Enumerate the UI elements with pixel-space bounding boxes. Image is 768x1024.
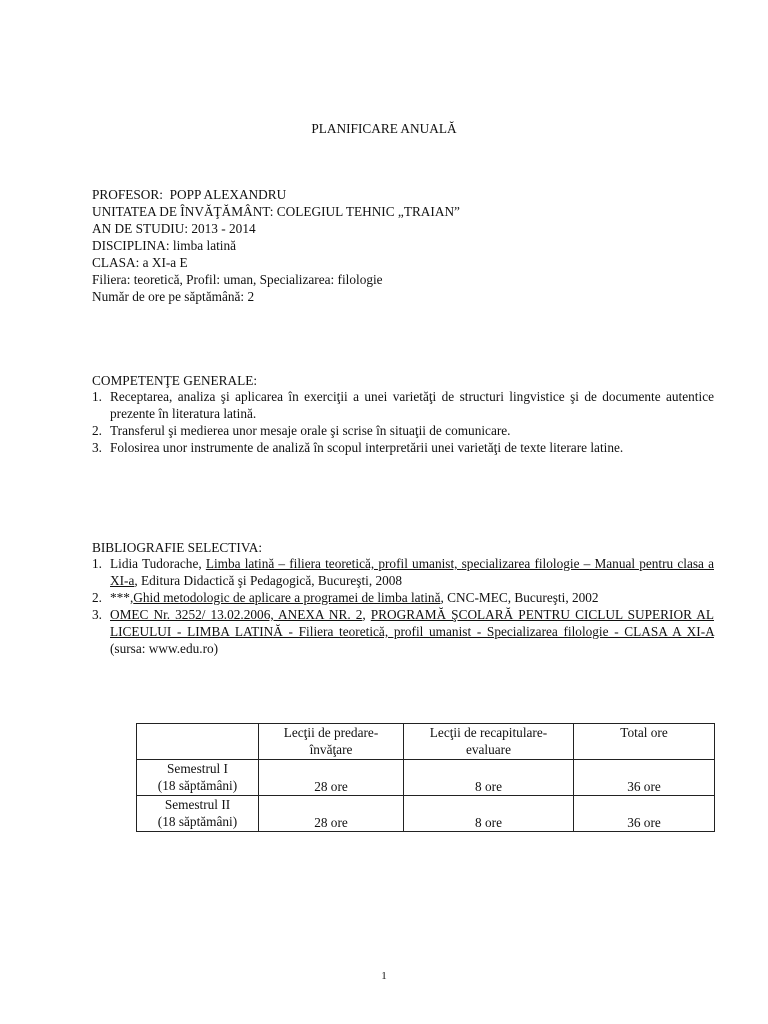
header-line — [92, 271, 383, 288]
bibliography-text: , — [362, 607, 371, 622]
semester-label-cell — [137, 796, 259, 832]
header-value: teoretică, Profil: uman, Specializarea: filologie — [133, 272, 383, 287]
table-header-cell: Lecţii de predare-învăţare — [259, 724, 404, 760]
table-row — [137, 796, 715, 832]
header-value: a XI-a E — [142, 255, 188, 270]
bibliography-text: , CNC-MEC, Bucureşti, 2002 — [440, 590, 599, 605]
semester-weeks: (18 săptămâni) — [157, 814, 238, 829]
page-number: 1 — [381, 970, 387, 982]
bibliography-title: Ghid metodologic de aplicare a programei de limba latină — [133, 590, 441, 605]
header-label: AN DE STUDIU: — [92, 221, 189, 236]
bibliography-text: (sursa: www.edu.ro) — [110, 641, 219, 656]
list-number: 3. — [92, 440, 102, 455]
table-header-cell: Total ore — [574, 724, 715, 760]
table-header-row — [137, 724, 715, 760]
header-value: COLEGIUL TEHNIC „TRAIAN” — [276, 204, 460, 219]
competenta-item — [92, 388, 714, 422]
table-cell: 28 ore — [259, 796, 404, 832]
competenta-text: Transferul şi medierea unor mesaje orale şi scrise în situaţii de comunicare. — [110, 423, 511, 438]
competenta-text: Folosirea unor instrumente de analiză în scopul interpretării unei varietăţi de texte literare latine. — [110, 440, 624, 455]
header-line — [92, 186, 286, 203]
list-number: 1. — [92, 556, 102, 571]
header-line — [92, 254, 188, 271]
header-label: CLASA: — [92, 255, 140, 270]
header-line — [92, 203, 460, 220]
table-cell: 8 ore — [404, 760, 574, 796]
table-cell: 8 ore — [404, 796, 574, 832]
list-number: 3. — [92, 607, 102, 622]
table-header-cell — [137, 724, 259, 760]
bibliography-item — [92, 555, 714, 589]
bibliografie-heading: BIBLIOGRAFIE SELECTIVA: — [92, 540, 263, 555]
competenta-item — [92, 422, 714, 439]
header-line — [92, 288, 254, 305]
header-label: Filiera: — [92, 272, 131, 287]
competente-list — [92, 388, 714, 456]
header-line — [92, 237, 236, 254]
table-header-cell: Lecţii de recapitulare-evaluare — [404, 724, 574, 760]
list-number: 2. — [92, 590, 102, 605]
header-value: 2 — [247, 289, 255, 304]
semester-label-cell — [137, 760, 259, 796]
header-label: DISCIPLINA: — [92, 238, 170, 253]
bibliography-text: Lidia Tudorache, — [110, 556, 206, 571]
header-label: UNITATEA DE ÎNVĂŢĂMÂNT: — [92, 204, 274, 219]
bibliography-title: OMEC Nr. 3252/ 13.02.2006, ANEXA NR. 2 — [110, 607, 363, 622]
table-cell: 28 ore — [259, 760, 404, 796]
header-value: POPP ALEXANDRU — [169, 187, 287, 202]
competente-heading: COMPETENŢE GENERALE: — [92, 373, 258, 388]
table-row — [137, 760, 715, 796]
competenta-item — [92, 439, 714, 456]
bibliography-item — [92, 606, 714, 657]
schedule-table — [136, 723, 715, 832]
semester-weeks: (18 săptămâni) — [157, 778, 238, 793]
table-cell: 36 ore — [574, 796, 715, 832]
semester-name: Semestrul II — [164, 797, 231, 812]
bibliography-title: PROGRAMĂ ŞCOLARĂ PENTRU CICLUL SUPERIOR AL LICEULUI - LIMBA LATINĂ - Filiera teoretică, profil umanist - Specializarea filologie - CLASA A XI-A — [110, 607, 714, 639]
semester-name: Semestrul I — [167, 761, 228, 776]
header-value: limba latină — [172, 238, 237, 253]
header-line — [92, 220, 256, 237]
header-label: Număr de ore pe săptămână: — [92, 289, 245, 304]
bibliography-text: ***, — [110, 590, 134, 605]
bibliografie-list — [92, 555, 714, 657]
bibliography-item — [92, 589, 714, 606]
header-value: 2013 - 2014 — [191, 221, 256, 236]
bibliography-text: , Editura Didactică şi Pedagogică, Bucureşti, 2008 — [134, 573, 403, 588]
table-cell: 36 ore — [574, 760, 715, 796]
list-number: 1. — [92, 389, 102, 404]
page-title: PLANIFICARE ANUALĂ — [311, 121, 457, 136]
bibliography-title: Limba latină – filiera teoretică, profil umanist, specializarea filologie – Manual pentru clasa a XI-a — [110, 556, 714, 588]
competenta-text: Receptarea, analiza şi aplicarea în exerciţii a unei varietăţi de structuri lingvistice şi de documente autentice prezente în literatura latină. — [110, 389, 714, 421]
list-number: 2. — [92, 423, 102, 438]
header-label: PROFESOR: — [92, 187, 163, 202]
